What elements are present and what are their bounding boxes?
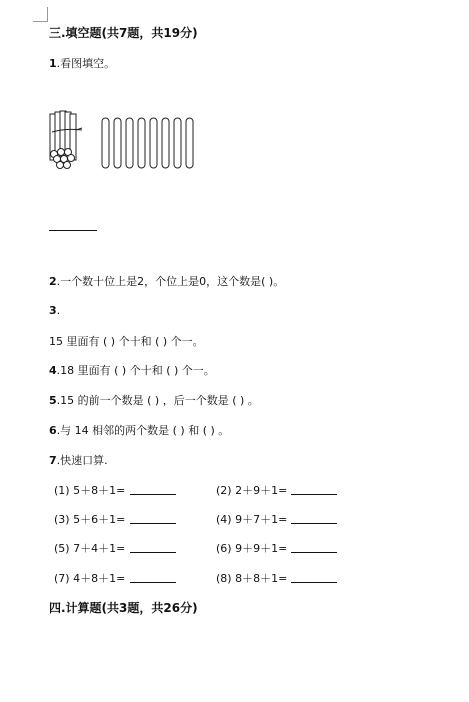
question-3-text: . (56, 304, 61, 317)
arithmetic-item: (1) 5＋8＋1= (54, 484, 126, 497)
arithmetic-item: (2) 2＋9＋1= (216, 484, 288, 497)
answer-line (130, 494, 176, 495)
question-7-text: .快速口算. (56, 454, 108, 467)
arithmetic-item: (4) 9＋7＋1= (216, 513, 288, 526)
question-2-text: .一个数十位上是2，个位上是0，这个数是( )。 (56, 275, 285, 288)
answer-line (291, 523, 337, 524)
answer-line (291, 582, 337, 583)
question-1-answer-line (49, 230, 97, 231)
question-7-number: 7 (49, 454, 57, 467)
answer-line (291, 494, 337, 495)
question-4-text: .18 里面有 ( ) 个十和 ( ) 个一。 (56, 364, 215, 377)
answer-line (291, 552, 337, 553)
sticks-illustration (46, 108, 206, 174)
question-1-number: 1 (49, 57, 57, 70)
question-7 (49, 452, 108, 468)
question-1-text: .看图填空。 (56, 57, 116, 70)
question-6-number: 6 (49, 424, 57, 437)
answer-line (130, 552, 176, 553)
answer-line (130, 582, 176, 583)
question-5-number: 5 (49, 394, 57, 407)
question-6-text: .与 14 相邻的两个数是 ( ) 和 ( ) 。 (56, 424, 230, 437)
section-3-title: 三.填空题(共7题，共19分) (49, 26, 198, 40)
section-4-title: 四.计算题(共3题，共26分) (49, 601, 198, 615)
question-2 (49, 273, 284, 289)
answer-line (130, 523, 176, 524)
question-5-text: .15 的前一个数是 ( ) ，后一个数是 ( ) 。 (56, 394, 259, 407)
question-6 (49, 422, 229, 438)
arithmetic-item: (3) 5＋6＋1= (54, 513, 126, 526)
eight-single-sticks (102, 118, 193, 168)
bundle-of-ten-sticks (50, 111, 82, 169)
arithmetic-item: (8) 8＋8＋1= (216, 572, 288, 585)
page-corner-mark (33, 7, 48, 22)
arithmetic-item: (6) 9＋9＋1= (216, 542, 288, 555)
question-4-number: 4 (49, 364, 57, 377)
question-3-number: 3 (49, 304, 57, 317)
question-5 (49, 392, 259, 408)
arithmetic-item: (5) 7＋4＋1= (54, 542, 126, 555)
question-2-number: 2 (49, 275, 57, 288)
question-1 (49, 55, 115, 71)
question-3-line: 15 里面有 ( ) 个十和 ( ) 个一。 (49, 335, 204, 348)
question-4 (49, 362, 215, 378)
arithmetic-item: (7) 4＋8＋1= (54, 572, 126, 585)
question-3 (49, 304, 60, 317)
